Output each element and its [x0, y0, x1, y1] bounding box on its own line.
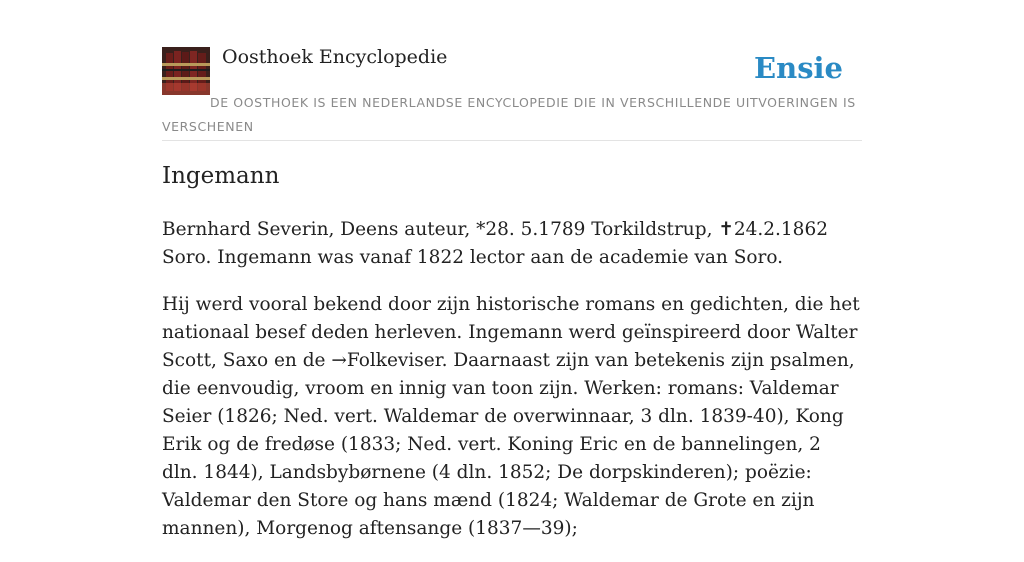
paragraph-text: . Daarnaast zijn van betekenis zijn psalmen, die eenvoudig, vroom en innig van toon zijn. Werken: romans: Valdemar Seier (1826; Ned. vert. Waldemar de overwinnaar, 3 dln. 1839-40), Kong Erik og de fredøse (1833; Ned. vert. Koning Eric en de bannelingen, 2 dln. 1844), Landsbybørnene (4 dln. 1852; De dorpskinderen); poëzie: Valdemar den Store og hans mænd (1824; Waldemar de Grote en zijn mannen), Morgenog aftensange (1837—39); [162, 350, 855, 539]
page-container [162, 0, 862, 539]
site-title[interactable]: Oosthoek Encyclopedie [222, 46, 448, 68]
article-body [162, 216, 862, 562]
paragraph-text: Hij werd vooral bekend door zijn historische romans en gedichten, die het nationaal besef deden herleven. Ingemann werd geïnspireerd door Walter Scott, Saxo en de [162, 294, 860, 371]
encyclopedia-books-icon [162, 47, 210, 95]
site-header [162, 0, 862, 141]
brand-logo[interactable]: Ensie [754, 51, 843, 85]
link-label: Folkeviser [346, 350, 442, 371]
article-paragraph [162, 291, 862, 543]
site-avatar[interactable] [162, 47, 210, 95]
folkeviser-link[interactable] [331, 350, 441, 371]
arrow-icon: → [331, 350, 347, 371]
site-tagline: DE OOSTHOEK IS EEN NEDERLANDSE ENCYCLOPEDIE DIE IN VERSCHILLENDE UITVOERINGEN IS VERSCHENEN [162, 95, 856, 134]
article-title: Ingemann [162, 163, 280, 189]
article-paragraph: Bernhard Severin, Deens auteur, *28. 5.1789 Torkildstrup, ✝24.2.1862 Soro. Ingemann was vanaf 1822 lector aan de academie van Soro. [162, 219, 828, 268]
